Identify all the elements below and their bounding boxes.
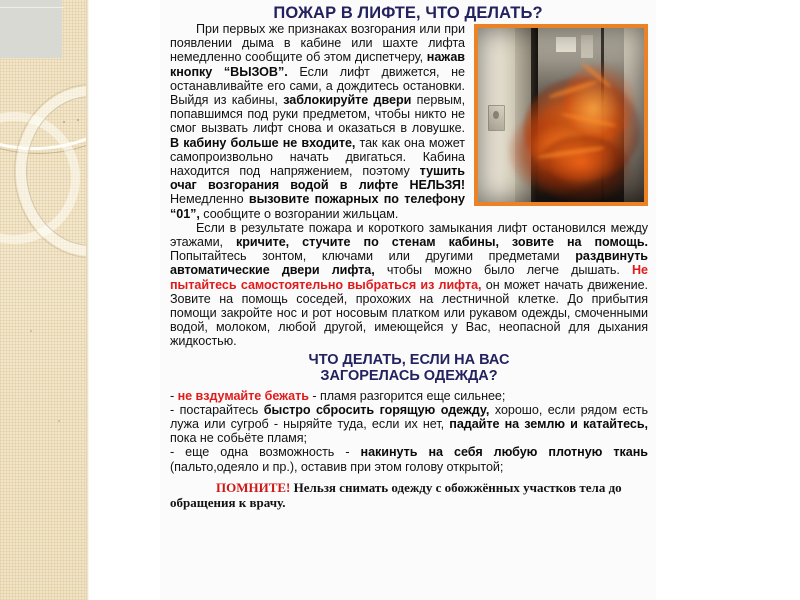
text-run: Если в результате пожара и короткого замыкания лифт остановился между этажами, <box>170 220 648 250</box>
text-run: - еще одна возможность - <box>170 445 361 460</box>
text-run: (пальто,одеяло и пр.), оставив при этом голову открытой; <box>170 459 504 474</box>
heading-line: ЗАГОРЕЛАСЬ ОДЕЖДА? <box>320 368 498 385</box>
text-run: чтобы можно было легче дышать. <box>374 263 632 278</box>
text-run-bold: кричите, стучите по стенам кабины, зовите на помощь. <box>236 235 648 250</box>
section-heading-clothes-fire <box>170 349 648 389</box>
bullet-cover-with-cloth <box>170 445 648 473</box>
text-run-warning: Не пытайтесь самостоятельно выбраться из лифта, <box>170 263 648 292</box>
page-title: ПОЖАР В ЛИФТЕ, ЧТО ДЕЛАТЬ? <box>273 4 543 22</box>
heading-line: ЧТО ДЕЛАТЬ, ЕСЛИ НА ВАС <box>308 351 510 368</box>
text-run: пока не собьёте пламя; <box>170 431 307 446</box>
text-run: Попытайтесь зонтом, ключами или другими предметами <box>170 249 576 264</box>
text-run-bold: падайте на землю и катайтесь, <box>449 417 648 432</box>
remember-note <box>170 480 648 510</box>
elevator-fire-photo <box>474 24 648 206</box>
text-run-bold: тушить очаг возгорания водой в лифте НЕЛЬЗЯ! <box>170 164 465 193</box>
text-run-bold: В кабину больше не входите, <box>170 135 356 150</box>
text-run: - <box>170 388 178 403</box>
remember-label: ПОМНИТЕ! <box>216 479 291 495</box>
text-run: он может начать движение. Зовите на помощь соседей, прохожих на лестничной клетке. До прибытия помощи закройте нос и рот носовым платком или рукавом одежды, смоченными водой, молоком, любой другой, имеющейся у Вас, неопасной для дыхания жидкостью. <box>170 277 649 349</box>
text-run: Немедленно <box>170 192 249 207</box>
bullet-drop-clothes <box>170 403 648 446</box>
text-run-bold: накинуть на себя любую плотную ткань <box>360 445 648 460</box>
text-run: сообщите о возгорании жильцам. <box>199 206 399 221</box>
paragraph-stuck-elevator <box>170 221 648 349</box>
text-run: так как она может самопроизвольно начать двигаться. Кабина находится под напряжением, поэтому <box>170 135 465 179</box>
decorative-speck <box>30 330 32 332</box>
text-run-bold: раздвинуть автоматические двери лифта, <box>170 249 648 278</box>
bullet-do-not-run <box>170 389 648 403</box>
text-run: первым, попавшимся под руки предметом, чтобы никто не смог вызвать лифт снова и оказаться в ловушке. <box>170 93 466 136</box>
text-run: Если лифт движется, не останавливайте его сами, а дождитесь остановки. Выйдя из кабины, <box>170 64 465 108</box>
text-run-bold: быстро сбросить горящую одежду, <box>263 402 490 417</box>
text-run: При первых же признаках возгорания или при появлении дыма в кабине или шахте лифта немедленно сообщите об этом диспетчеру, <box>170 22 465 65</box>
text-run-warning: не вздумайте бежать <box>177 388 309 403</box>
photo-vignette <box>478 28 644 202</box>
decorative-left-band <box>0 0 88 600</box>
text-run-bold: заблокируйте двери <box>283 93 412 108</box>
band-edge <box>86 0 89 600</box>
poster-sheet <box>160 0 656 600</box>
remember-text: Нельзя снимать одежду с обожжённых участков тела до обращения к врачу. <box>170 479 622 510</box>
text-run: хорошо, если рядом есть лужа или сугроб - ныряйте туда, если их нет, <box>170 402 649 432</box>
text-run: - пламя разгорится еще сильнее; <box>308 388 506 403</box>
text-run-bold: нажав кнопку “ВЫЗОВ”. <box>170 50 465 79</box>
text-run-bold: вызовите пожарных по телефону “01”, <box>170 192 465 221</box>
decorative-speck <box>58 420 60 422</box>
decorative-dots <box>60 118 88 128</box>
poster-body <box>170 22 648 510</box>
text-run: - постарайтесь <box>170 402 264 417</box>
